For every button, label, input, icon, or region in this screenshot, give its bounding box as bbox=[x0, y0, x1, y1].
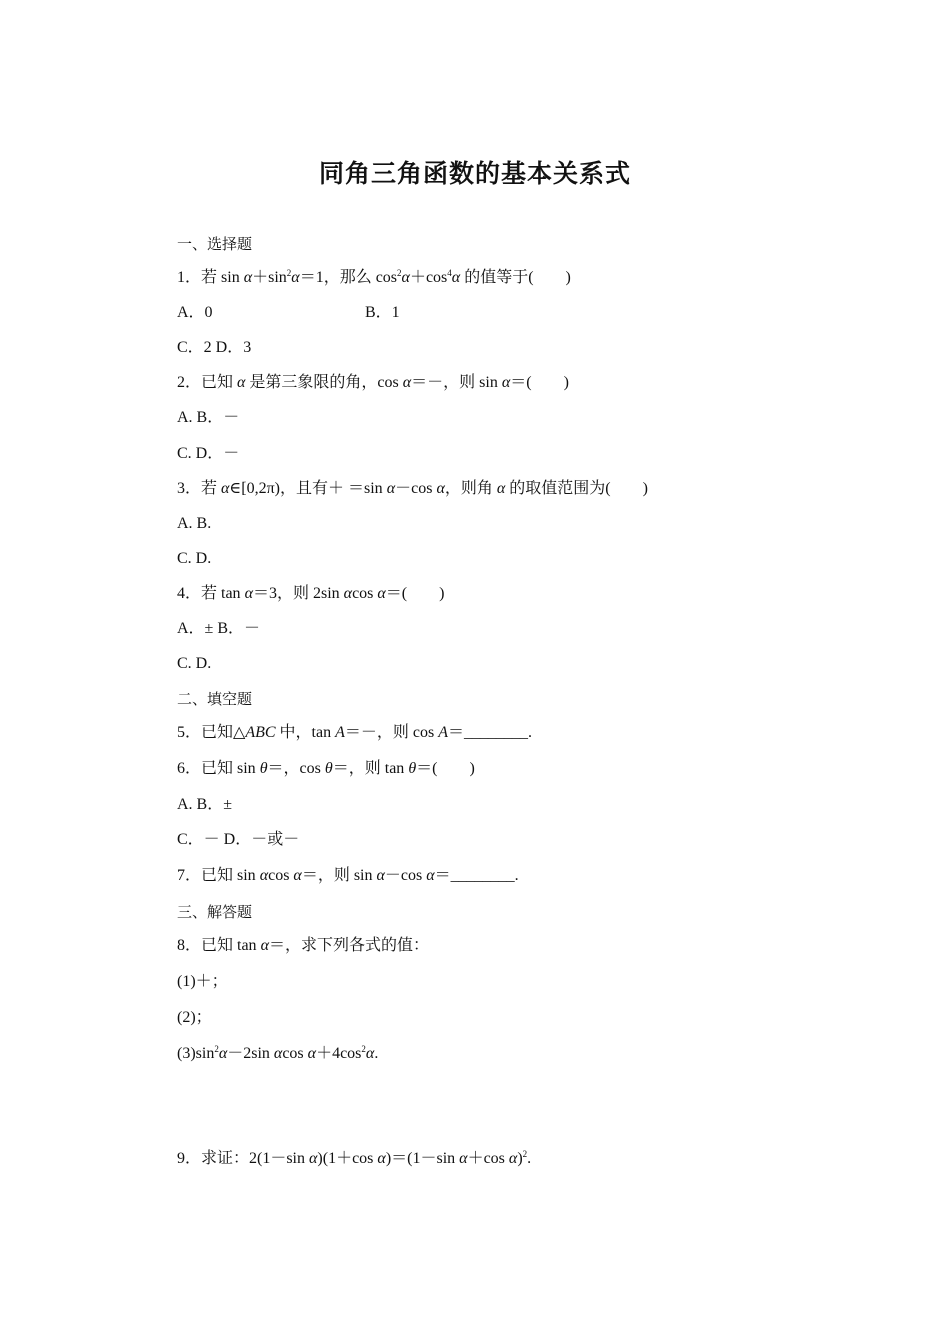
question-3-options-ab: A. B. bbox=[177, 515, 212, 532]
question-3-options-cd: C. D. bbox=[177, 550, 212, 567]
question-6-options-cd: C．－ D．－或－ bbox=[177, 831, 300, 848]
question-4-options-cd: C. D. bbox=[177, 655, 212, 672]
question-5: 5．已知△ABC 中，tan A＝－，则 cos A＝________. bbox=[177, 724, 533, 741]
question-1-options-cd: C．2 D．3 bbox=[177, 339, 252, 356]
section-heading-fill: 二、填空题 bbox=[177, 690, 253, 708]
question-2-options-ab: A. B．－ bbox=[177, 409, 240, 426]
question-8-part-2: (2)； bbox=[177, 1009, 212, 1026]
question-1: 1．若 $\sin \alpha+\sin^2\alpha=1$，那么 $\cos^2\alpha+\cos^4\alpha$ 的值等于( ) bbox=[177, 268, 571, 286]
question-4: 4．若 tan α＝3，则 2sin αcos α＝( ) bbox=[177, 585, 445, 602]
question-3: 3．若 α∈[0,2π)，且有＋ ＝sin α－cos α，则角 α 的取值范围为( ) bbox=[177, 480, 648, 497]
section-heading-answer: 三、解答题 bbox=[177, 903, 253, 921]
question-2: 2．已知 α 是第三象限的角，cos α＝－，则 sin α＝( ) bbox=[177, 374, 569, 391]
page-title: 同角三角函数的基本关系式 bbox=[318, 159, 631, 188]
section-heading-choice: 一、选择题 bbox=[177, 235, 253, 253]
question-6: 6．已知 sin θ＝，cos θ＝，则 tan θ＝( ) bbox=[177, 760, 475, 777]
question-8-part-3: $(3)\sin^2\alpha-2\sin$ αcos $\alpha+4\cos^2\alpha$. bbox=[177, 1044, 379, 1062]
question-4-options-ab: A．± B．－ bbox=[177, 620, 261, 637]
question-6-options-ab: A. B．± bbox=[177, 796, 233, 813]
question-9: 9．求证：2(1－sin α)(1＋cos α)＝(1－sin α＋cos α)$^2$. bbox=[177, 1149, 532, 1167]
question-8: 8．已知 tan α＝，求下列各式的值： bbox=[177, 937, 429, 954]
question-1-option-b: B．1 bbox=[365, 304, 400, 321]
question-7: 7．已知 sin αcos α＝，则 sin α－cos α＝________. bbox=[177, 867, 519, 884]
question-2-options-cd: C. D．－ bbox=[177, 445, 240, 462]
question-8-part-1: (1)＋； bbox=[177, 973, 228, 990]
question-1-option-a: A．0 bbox=[177, 304, 213, 321]
